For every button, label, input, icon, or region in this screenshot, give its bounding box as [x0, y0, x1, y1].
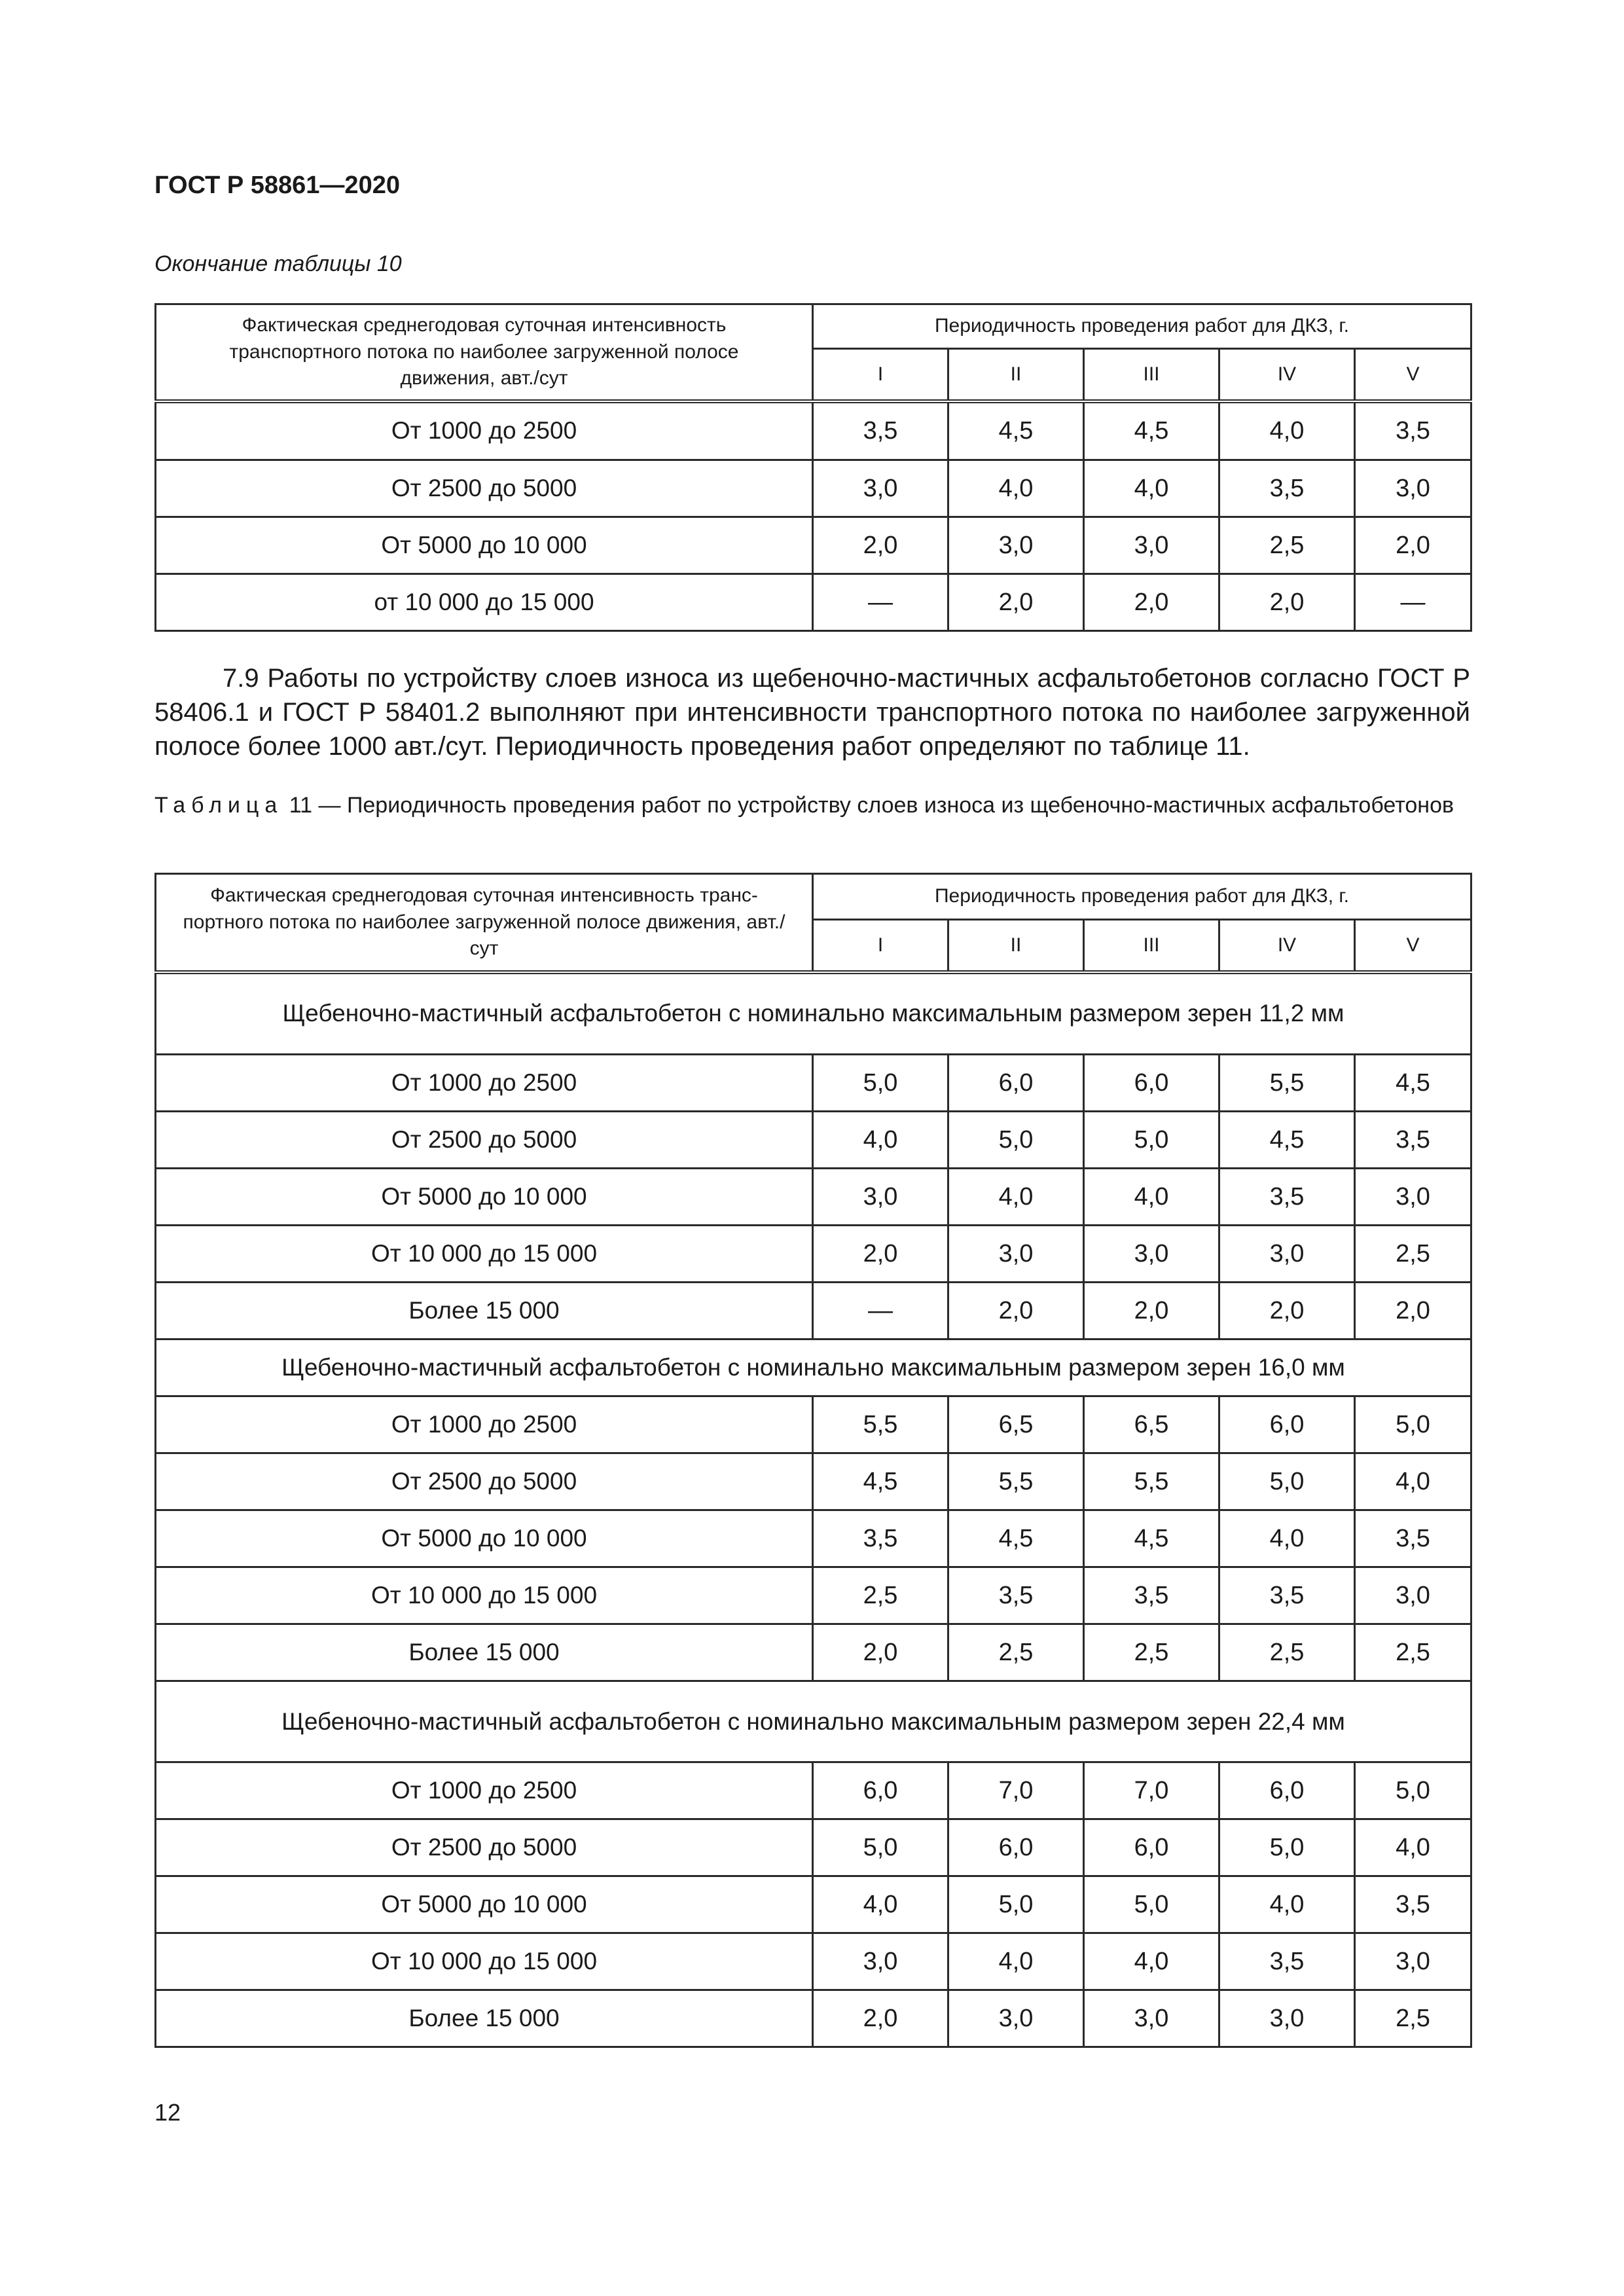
- table-cell: 3,5: [1219, 1933, 1355, 1990]
- table-cell: 2,0: [948, 1283, 1084, 1339]
- table-cell: 4,0: [948, 1933, 1084, 1990]
- table-row: [156, 1762, 1471, 1819]
- table-cell: 3,5: [1355, 1112, 1471, 1169]
- table-row: [156, 1112, 1471, 1169]
- table-cell: 2,5: [1084, 1624, 1219, 1681]
- table-cell: 4,0: [1219, 1510, 1355, 1567]
- table-row: [156, 1567, 1471, 1624]
- table-11: [154, 873, 1472, 2048]
- table-cell: 2,5: [813, 1567, 948, 1624]
- row-label: Более 15 000: [156, 1283, 813, 1339]
- table11-caption-label: Таблица: [154, 793, 283, 818]
- row-label: Более 15 000: [156, 1624, 813, 1681]
- table-cell: 2,0: [1355, 1283, 1471, 1339]
- table-cell: 3,5: [1219, 1169, 1355, 1226]
- table-cell: 5,0: [1084, 1112, 1219, 1169]
- table-row: [156, 517, 1471, 574]
- table-cell: 3,0: [813, 460, 948, 517]
- row-label: От 1000 до 2500: [156, 1762, 813, 1819]
- document-id: ГОСТ Р 58861—2020: [154, 172, 400, 199]
- table-cell: —: [1355, 574, 1471, 631]
- table-cell: 2,5: [1355, 1624, 1471, 1681]
- table-cell: 3,5: [813, 401, 948, 460]
- table-cell: 6,0: [1219, 1762, 1355, 1819]
- table-cell: —: [813, 574, 948, 631]
- table10-zone-header: I: [813, 349, 948, 401]
- table-cell: 5,0: [1355, 1396, 1471, 1453]
- table-row: [156, 1510, 1471, 1567]
- table10-zone-header: V: [1355, 349, 1471, 401]
- table11-caption-text: 11 — Периодичность проведения работ по устройству слоев износа из щебеночно-мастичных асфальтобетонов: [289, 793, 1454, 818]
- table-cell: 4,0: [1355, 1819, 1471, 1876]
- row-label: От 2500 до 5000: [156, 1819, 813, 1876]
- table-cell: 5,5: [813, 1396, 948, 1453]
- table11-zone-header: III: [1084, 920, 1219, 972]
- table-row: [156, 1453, 1471, 1510]
- table-cell: 3,5: [1355, 1876, 1471, 1933]
- table-cell: 6,0: [1084, 1819, 1219, 1876]
- table-cell: 4,0: [813, 1112, 948, 1169]
- group-heading-row: [156, 1339, 1471, 1396]
- table-cell: 3,0: [1355, 1169, 1471, 1226]
- table-cell: 5,5: [1219, 1055, 1355, 1112]
- table-cell: 3,0: [1355, 460, 1471, 517]
- table-cell: 5,0: [813, 1819, 948, 1876]
- table-cell: 2,0: [1219, 574, 1355, 631]
- table-cell: 5,0: [948, 1876, 1084, 1933]
- table11-caption: [154, 791, 1470, 820]
- table-cell: 3,5: [1219, 460, 1355, 517]
- row-label: От 10 000 до 15 000: [156, 1933, 813, 1990]
- row-label: От 1000 до 2500: [156, 401, 813, 460]
- table-cell: 4,0: [1219, 1876, 1355, 1933]
- table-cell: 3,0: [813, 1169, 948, 1226]
- table10-zone-header: IV: [1219, 349, 1355, 401]
- table-10: [154, 303, 1472, 632]
- table-cell: 3,0: [1219, 1226, 1355, 1283]
- table10-zone-header: III: [1084, 349, 1219, 401]
- row-label: От 10 000 до 15 000: [156, 1226, 813, 1283]
- table-cell: 4,0: [948, 460, 1084, 517]
- row-label: От 2500 до 5000: [156, 460, 813, 517]
- table-cell: 4,0: [1084, 1933, 1219, 1990]
- table-cell: 2,0: [1084, 1283, 1219, 1339]
- table-cell: 3,5: [1355, 401, 1471, 460]
- table-cell: 6,0: [948, 1055, 1084, 1112]
- row-label: От 5000 до 10 000: [156, 517, 813, 574]
- table-cell: 4,0: [1355, 1453, 1471, 1510]
- row-label: От 1000 до 2500: [156, 1396, 813, 1453]
- row-label: От 2500 до 5000: [156, 1112, 813, 1169]
- group-heading-row: [156, 972, 1471, 1055]
- table-row: [156, 1933, 1471, 1990]
- table10-header-periodicity: Периодичность проведения работ для ДКЗ, г.: [813, 304, 1471, 349]
- table-cell: 6,5: [1084, 1396, 1219, 1453]
- table11-zone-header: II: [948, 920, 1084, 972]
- table-row: [156, 1169, 1471, 1226]
- group-title: Щебеночно-мастичный асфальтобетон с номинально максимальным размером зерен 22,4 мм: [156, 1681, 1471, 1762]
- row-label: От 5000 до 10 000: [156, 1169, 813, 1226]
- table-cell: 3,0: [1355, 1567, 1471, 1624]
- row-label: От 2500 до 5000: [156, 1453, 813, 1510]
- table-row: [156, 1876, 1471, 1933]
- table-cell: 4,5: [948, 401, 1084, 460]
- table11-zone-header: I: [813, 920, 948, 972]
- table-cell: 5,0: [1219, 1819, 1355, 1876]
- table-cell: 6,0: [1219, 1396, 1355, 1453]
- table11-zone-header: V: [1355, 920, 1471, 972]
- table-row: [156, 1990, 1471, 2047]
- table-row: [156, 574, 1471, 631]
- table-cell: 5,0: [1219, 1453, 1355, 1510]
- table-cell: 2,0: [813, 1226, 948, 1283]
- table-cell: 4,0: [1219, 401, 1355, 460]
- table11-header-periodicity: Периодичность проведения работ для ДКЗ, г.: [813, 874, 1471, 920]
- table-cell: 3,0: [1084, 1990, 1219, 2047]
- table-cell: 2,5: [1219, 517, 1355, 574]
- group-title: Щебеночно-мастичный асфальтобетон с номинально максимальным размером зерен 11,2 мм: [156, 972, 1471, 1055]
- table10-caption: Окончание таблицы 10: [154, 251, 402, 276]
- table11-zone-header: IV: [1219, 920, 1355, 972]
- table-cell: 2,0: [813, 517, 948, 574]
- table10-header-intensity: Фактическая среднегодовая суточная интенсивность транспортного потока по наиболее загруженной полосе движения, авт./сут: [156, 304, 813, 401]
- table-cell: 7,0: [1084, 1762, 1219, 1819]
- table-row: [156, 1396, 1471, 1453]
- table-cell: 3,0: [948, 1226, 1084, 1283]
- table-cell: 2,0: [948, 574, 1084, 631]
- table-row: [156, 1624, 1471, 1681]
- table-cell: 2,0: [813, 1990, 948, 2047]
- table-cell: 4,5: [948, 1510, 1084, 1567]
- table-cell: 4,0: [948, 1169, 1084, 1226]
- table-cell: 2,0: [1219, 1283, 1355, 1339]
- table-cell: 4,5: [813, 1453, 948, 1510]
- table-cell: 3,0: [1084, 517, 1219, 574]
- table-cell: 2,5: [1355, 1226, 1471, 1283]
- table-row: [156, 460, 1471, 517]
- table-cell: 3,5: [813, 1510, 948, 1567]
- table10-zone-header: II: [948, 349, 1084, 401]
- table-cell: 5,0: [1355, 1762, 1471, 1819]
- table-cell: 2,5: [1355, 1990, 1471, 2047]
- table-cell: 2,5: [1219, 1624, 1355, 1681]
- table-cell: 7,0: [948, 1762, 1084, 1819]
- table-cell: 3,5: [1219, 1567, 1355, 1624]
- paragraph-text: 7.9 Работы по устройству слоев износа из щебеночно-мастичных асфальтобетонов согласно ГОСТ Р 58406.1 и ГОСТ Р 58401.2 выполняют при интенсивности транспортного потока по наиболее загруженной полосе более 1000 авт./сут. Периодичность проведения работ определяют по таблице 11.: [154, 664, 1470, 761]
- table-cell: 5,5: [948, 1453, 1084, 1510]
- table-cell: 6,0: [1084, 1055, 1219, 1112]
- table-cell: 3,0: [948, 517, 1084, 574]
- table-cell: 6,5: [948, 1396, 1084, 1453]
- table-cell: 3,0: [1219, 1990, 1355, 2047]
- table-cell: 5,0: [813, 1055, 948, 1112]
- table-cell: 4,5: [1084, 401, 1219, 460]
- table-cell: 2,5: [948, 1624, 1084, 1681]
- table-cell: 3,0: [1355, 1933, 1471, 1990]
- table-cell: 2,0: [813, 1624, 948, 1681]
- row-label: Более 15 000: [156, 1990, 813, 2047]
- table-row: [156, 1819, 1471, 1876]
- table-cell: 3,5: [948, 1567, 1084, 1624]
- table-row: [156, 1226, 1471, 1283]
- row-label: От 1000 до 2500: [156, 1055, 813, 1112]
- page-number: 12: [154, 2099, 181, 2126]
- row-label: От 10 000 до 15 000: [156, 1567, 813, 1624]
- table-cell: 5,5: [1084, 1453, 1219, 1510]
- table-row: [156, 1055, 1471, 1112]
- table-cell: 3,5: [1084, 1567, 1219, 1624]
- table-cell: 4,5: [1219, 1112, 1355, 1169]
- row-label: От 5000 до 10 000: [156, 1510, 813, 1567]
- table-cell: 4,0: [1084, 1169, 1219, 1226]
- table-cell: 6,0: [813, 1762, 948, 1819]
- table-cell: 3,0: [948, 1990, 1084, 2047]
- table11-header-intensity: Фактическая среднегодовая суточная интенсивность транс-портного потока по наиболее загруженной полосе движения, авт./сут: [156, 874, 813, 972]
- table-cell: 4,5: [1084, 1510, 1219, 1567]
- table-cell: 3,0: [813, 1933, 948, 1990]
- table-cell: 4,5: [1355, 1055, 1471, 1112]
- group-heading-row: [156, 1681, 1471, 1762]
- table-cell: 4,0: [813, 1876, 948, 1933]
- table-cell: 6,0: [948, 1819, 1084, 1876]
- table-cell: —: [813, 1283, 948, 1339]
- table-cell: 4,0: [1084, 460, 1219, 517]
- table-row: [156, 401, 1471, 460]
- table-row: [156, 1283, 1471, 1339]
- table-cell: 5,0: [1084, 1876, 1219, 1933]
- row-label: От 5000 до 10 000: [156, 1876, 813, 1933]
- row-label: от 10 000 до 15 000: [156, 574, 813, 631]
- table-cell: 2,0: [1355, 517, 1471, 574]
- table-cell: 3,0: [1084, 1226, 1219, 1283]
- paragraph-7-9: [154, 661, 1470, 763]
- table-cell: 5,0: [948, 1112, 1084, 1169]
- table-cell: 3,5: [1355, 1510, 1471, 1567]
- group-title: Щебеночно-мастичный асфальтобетон с номинально максимальным размером зерен 16,0 мм: [156, 1339, 1471, 1396]
- table-cell: 2,0: [1084, 574, 1219, 631]
